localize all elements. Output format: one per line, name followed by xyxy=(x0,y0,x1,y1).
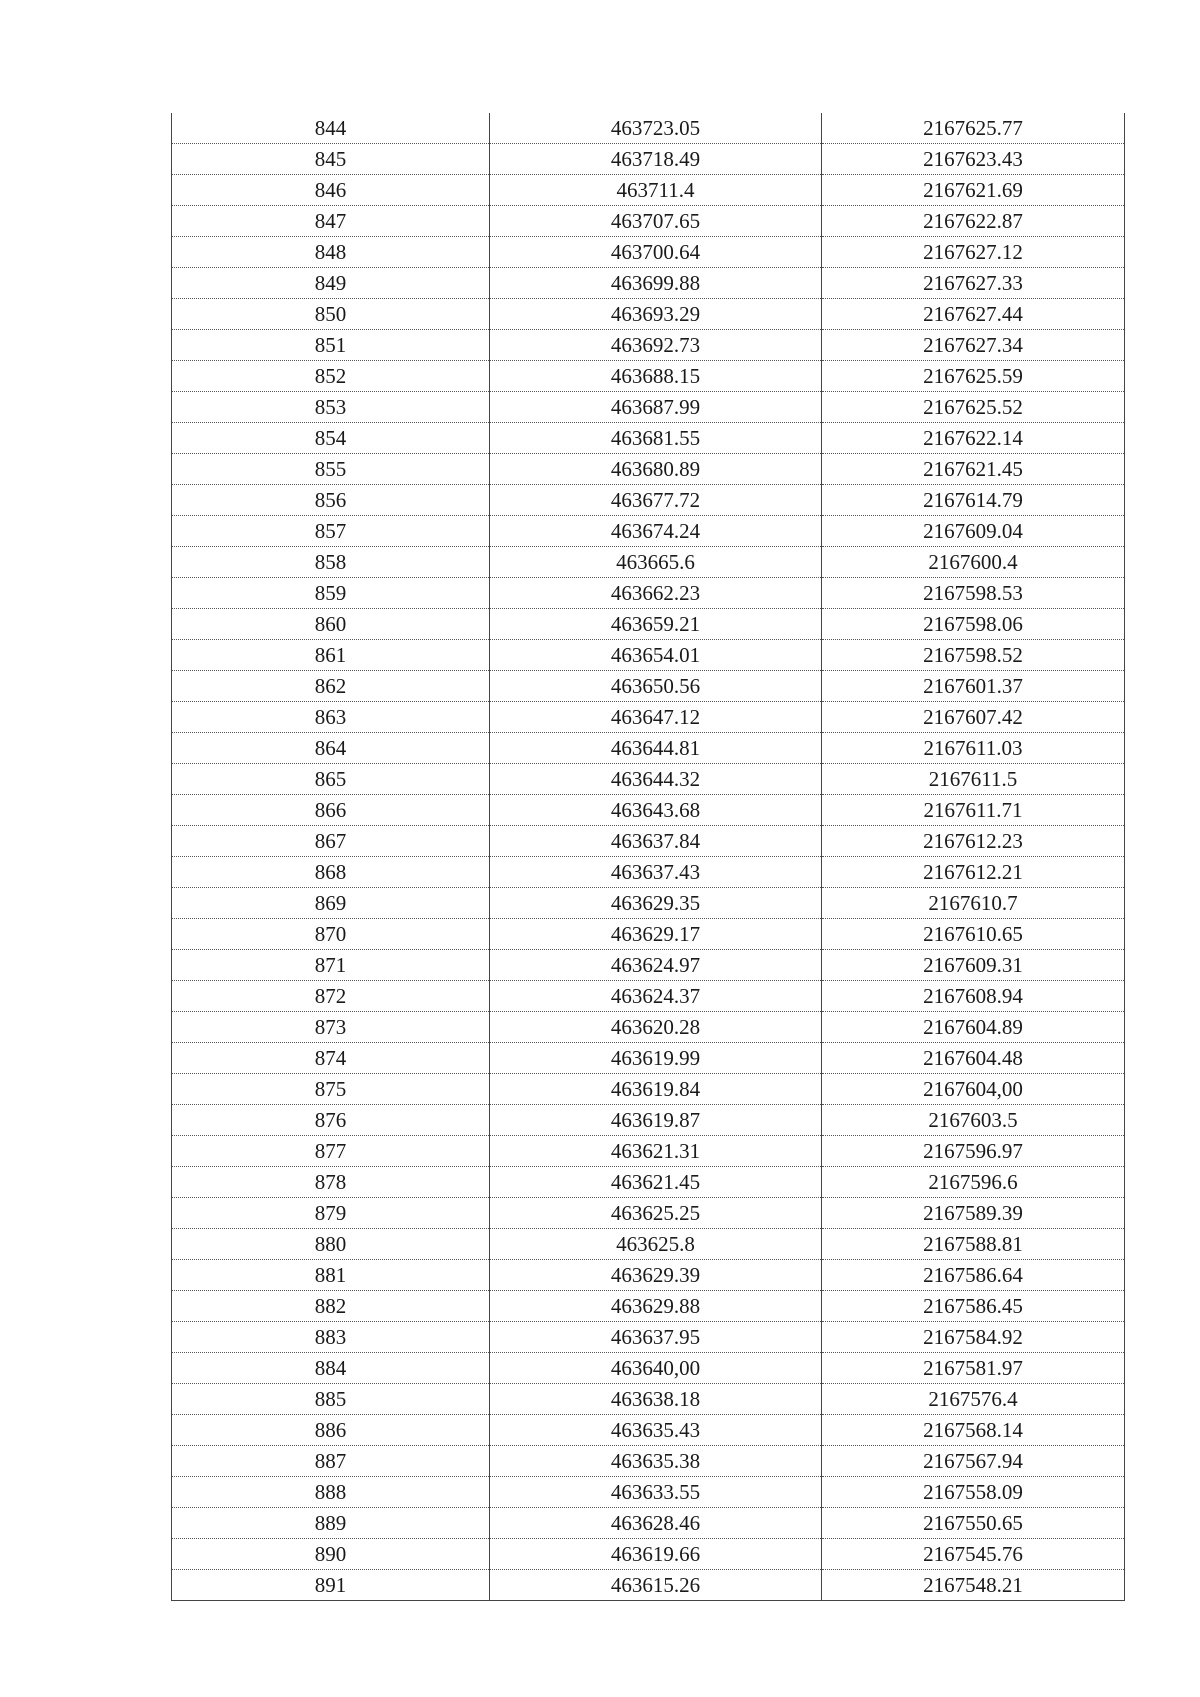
point-number-cell: 889 xyxy=(172,1508,490,1539)
y-coordinate-cell: 2167603.5 xyxy=(822,1105,1125,1136)
x-coordinate-cell: 463615.26 xyxy=(490,1570,822,1601)
point-number-cell: 877 xyxy=(172,1136,490,1167)
point-number-cell: 880 xyxy=(172,1229,490,1260)
table-row xyxy=(172,1570,1125,1601)
x-coordinate-cell: 463680.89 xyxy=(490,454,822,485)
point-number-cell: 864 xyxy=(172,733,490,764)
x-coordinate-cell: 463665.6 xyxy=(490,547,822,578)
x-coordinate-cell: 463650.56 xyxy=(490,671,822,702)
table-row xyxy=(172,299,1125,330)
table-row xyxy=(172,330,1125,361)
table-row xyxy=(172,609,1125,640)
point-number-cell: 881 xyxy=(172,1260,490,1291)
table-row xyxy=(172,702,1125,733)
point-number-cell: 849 xyxy=(172,268,490,299)
point-number-cell: 862 xyxy=(172,671,490,702)
y-coordinate-cell: 2167598.06 xyxy=(822,609,1125,640)
y-coordinate-cell: 2167586.45 xyxy=(822,1291,1125,1322)
y-coordinate-cell: 2167609.31 xyxy=(822,950,1125,981)
y-coordinate-cell: 2167607.42 xyxy=(822,702,1125,733)
point-number-cell: 884 xyxy=(172,1353,490,1384)
point-number-cell: 873 xyxy=(172,1012,490,1043)
x-coordinate-cell: 463621.45 xyxy=(490,1167,822,1198)
y-coordinate-cell: 2167598.53 xyxy=(822,578,1125,609)
table-row xyxy=(172,950,1125,981)
point-number-cell: 866 xyxy=(172,795,490,826)
table-row xyxy=(172,144,1125,175)
table-row xyxy=(172,1167,1125,1198)
x-coordinate-cell: 463707.65 xyxy=(490,206,822,237)
y-coordinate-cell: 2167545.76 xyxy=(822,1539,1125,1570)
x-coordinate-cell: 463692.73 xyxy=(490,330,822,361)
point-number-cell: 869 xyxy=(172,888,490,919)
table-row xyxy=(172,361,1125,392)
y-coordinate-cell: 2167604,00 xyxy=(822,1074,1125,1105)
x-coordinate-cell: 463693.29 xyxy=(490,299,822,330)
x-coordinate-cell: 463644.81 xyxy=(490,733,822,764)
point-number-cell: 886 xyxy=(172,1415,490,1446)
table-row xyxy=(172,237,1125,268)
point-number-cell: 876 xyxy=(172,1105,490,1136)
y-coordinate-cell: 2167621.45 xyxy=(822,454,1125,485)
table-row xyxy=(172,268,1125,299)
x-coordinate-cell: 463619.84 xyxy=(490,1074,822,1105)
table-row xyxy=(172,1384,1125,1415)
point-number-cell: 865 xyxy=(172,764,490,795)
point-number-cell: 847 xyxy=(172,206,490,237)
x-coordinate-cell: 463711.4 xyxy=(490,175,822,206)
table-row xyxy=(172,392,1125,423)
x-coordinate-cell: 463621.31 xyxy=(490,1136,822,1167)
table-row xyxy=(172,1105,1125,1136)
table-row xyxy=(172,919,1125,950)
point-number-cell: 854 xyxy=(172,423,490,454)
y-coordinate-cell: 2167625.77 xyxy=(822,113,1125,144)
x-coordinate-cell: 463688.15 xyxy=(490,361,822,392)
x-coordinate-cell: 463654.01 xyxy=(490,640,822,671)
x-coordinate-cell: 463624.37 xyxy=(490,981,822,1012)
x-coordinate-cell: 463635.38 xyxy=(490,1446,822,1477)
table-row xyxy=(172,175,1125,206)
x-coordinate-cell: 463662.23 xyxy=(490,578,822,609)
y-coordinate-cell: 2167625.59 xyxy=(822,361,1125,392)
point-number-cell: 852 xyxy=(172,361,490,392)
y-coordinate-cell: 2167567.94 xyxy=(822,1446,1125,1477)
x-coordinate-cell: 463643.68 xyxy=(490,795,822,826)
y-coordinate-cell: 2167612.23 xyxy=(822,826,1125,857)
x-coordinate-cell: 463637.95 xyxy=(490,1322,822,1353)
x-coordinate-cell: 463619.66 xyxy=(490,1539,822,1570)
y-coordinate-cell: 2167610.7 xyxy=(822,888,1125,919)
y-coordinate-cell: 2167596.97 xyxy=(822,1136,1125,1167)
point-number-cell: 846 xyxy=(172,175,490,206)
table-row xyxy=(172,888,1125,919)
point-number-cell: 872 xyxy=(172,981,490,1012)
x-coordinate-cell: 463659.21 xyxy=(490,609,822,640)
y-coordinate-cell: 2167627.33 xyxy=(822,268,1125,299)
point-number-cell: 844 xyxy=(172,113,490,144)
x-coordinate-cell: 463699.88 xyxy=(490,268,822,299)
table-row xyxy=(172,1415,1125,1446)
x-coordinate-cell: 463644.32 xyxy=(490,764,822,795)
table-row xyxy=(172,1477,1125,1508)
point-number-cell: 879 xyxy=(172,1198,490,1229)
table-row xyxy=(172,1229,1125,1260)
point-number-cell: 855 xyxy=(172,454,490,485)
y-coordinate-cell: 2167622.14 xyxy=(822,423,1125,454)
point-number-cell: 857 xyxy=(172,516,490,547)
point-number-cell: 890 xyxy=(172,1539,490,1570)
point-number-cell: 856 xyxy=(172,485,490,516)
table-row xyxy=(172,1260,1125,1291)
y-coordinate-cell: 2167627.34 xyxy=(822,330,1125,361)
table-row xyxy=(172,857,1125,888)
x-coordinate-cell: 463629.35 xyxy=(490,888,822,919)
table-row xyxy=(172,1508,1125,1539)
x-coordinate-cell: 463635.43 xyxy=(490,1415,822,1446)
point-number-cell: 868 xyxy=(172,857,490,888)
point-number-cell: 885 xyxy=(172,1384,490,1415)
x-coordinate-cell: 463619.99 xyxy=(490,1043,822,1074)
y-coordinate-cell: 2167622.87 xyxy=(822,206,1125,237)
point-number-cell: 870 xyxy=(172,919,490,950)
table-row xyxy=(172,671,1125,702)
table-row xyxy=(172,578,1125,609)
x-coordinate-cell: 463620.28 xyxy=(490,1012,822,1043)
y-coordinate-cell: 2167612.21 xyxy=(822,857,1125,888)
table-row xyxy=(172,516,1125,547)
y-coordinate-cell: 2167576.4 xyxy=(822,1384,1125,1415)
y-coordinate-cell: 2167568.14 xyxy=(822,1415,1125,1446)
table-row xyxy=(172,1012,1125,1043)
table-row xyxy=(172,1291,1125,1322)
point-number-cell: 878 xyxy=(172,1167,490,1198)
y-coordinate-cell: 2167610.65 xyxy=(822,919,1125,950)
point-number-cell: 860 xyxy=(172,609,490,640)
y-coordinate-cell: 2167604.89 xyxy=(822,1012,1125,1043)
y-coordinate-cell: 2167625.52 xyxy=(822,392,1125,423)
x-coordinate-cell: 463700.64 xyxy=(490,237,822,268)
y-coordinate-cell: 2167598.52 xyxy=(822,640,1125,671)
y-coordinate-cell: 2167550.65 xyxy=(822,1508,1125,1539)
y-coordinate-cell: 2167601.37 xyxy=(822,671,1125,702)
table-row xyxy=(172,1539,1125,1570)
point-number-cell: 874 xyxy=(172,1043,490,1074)
table-row xyxy=(172,113,1125,144)
y-coordinate-cell: 2167558.09 xyxy=(822,1477,1125,1508)
point-number-cell: 848 xyxy=(172,237,490,268)
y-coordinate-cell: 2167600.4 xyxy=(822,547,1125,578)
y-coordinate-cell: 2167596.6 xyxy=(822,1167,1125,1198)
x-coordinate-cell: 463619.87 xyxy=(490,1105,822,1136)
y-coordinate-cell: 2167586.64 xyxy=(822,1260,1125,1291)
table-row xyxy=(172,733,1125,764)
coordinates-table-body xyxy=(172,113,1125,1601)
y-coordinate-cell: 2167627.44 xyxy=(822,299,1125,330)
table-row xyxy=(172,454,1125,485)
y-coordinate-cell: 2167609.04 xyxy=(822,516,1125,547)
x-coordinate-cell: 463677.72 xyxy=(490,485,822,516)
x-coordinate-cell: 463681.55 xyxy=(490,423,822,454)
point-number-cell: 845 xyxy=(172,144,490,175)
y-coordinate-cell: 2167584.92 xyxy=(822,1322,1125,1353)
point-number-cell: 858 xyxy=(172,547,490,578)
point-number-cell: 850 xyxy=(172,299,490,330)
table-row xyxy=(172,640,1125,671)
y-coordinate-cell: 2167588.81 xyxy=(822,1229,1125,1260)
x-coordinate-cell: 463637.84 xyxy=(490,826,822,857)
x-coordinate-cell: 463629.88 xyxy=(490,1291,822,1322)
x-coordinate-cell: 463638.18 xyxy=(490,1384,822,1415)
y-coordinate-cell: 2167611.03 xyxy=(822,733,1125,764)
table-row xyxy=(172,795,1125,826)
point-number-cell: 887 xyxy=(172,1446,490,1477)
table-row xyxy=(172,1074,1125,1105)
table-row xyxy=(172,1353,1125,1384)
y-coordinate-cell: 2167581.97 xyxy=(822,1353,1125,1384)
x-coordinate-cell: 463674.24 xyxy=(490,516,822,547)
point-number-cell: 871 xyxy=(172,950,490,981)
x-coordinate-cell: 463625.8 xyxy=(490,1229,822,1260)
table-row xyxy=(172,547,1125,578)
y-coordinate-cell: 2167627.12 xyxy=(822,237,1125,268)
point-number-cell: 851 xyxy=(172,330,490,361)
x-coordinate-cell: 463629.17 xyxy=(490,919,822,950)
table-row xyxy=(172,981,1125,1012)
table-row xyxy=(172,485,1125,516)
x-coordinate-cell: 463624.97 xyxy=(490,950,822,981)
y-coordinate-cell: 2167614.79 xyxy=(822,485,1125,516)
point-number-cell: 863 xyxy=(172,702,490,733)
point-number-cell: 883 xyxy=(172,1322,490,1353)
point-number-cell: 882 xyxy=(172,1291,490,1322)
table-row xyxy=(172,764,1125,795)
table-row xyxy=(172,1136,1125,1167)
x-coordinate-cell: 463629.39 xyxy=(490,1260,822,1291)
x-coordinate-cell: 463647.12 xyxy=(490,702,822,733)
table-row xyxy=(172,826,1125,857)
y-coordinate-cell: 2167608.94 xyxy=(822,981,1125,1012)
x-coordinate-cell: 463687.99 xyxy=(490,392,822,423)
y-coordinate-cell: 2167611.5 xyxy=(822,764,1125,795)
table-row xyxy=(172,1043,1125,1074)
point-number-cell: 859 xyxy=(172,578,490,609)
x-coordinate-cell: 463625.25 xyxy=(490,1198,822,1229)
point-number-cell: 875 xyxy=(172,1074,490,1105)
y-coordinate-cell: 2167604.48 xyxy=(822,1043,1125,1074)
x-coordinate-cell: 463640,00 xyxy=(490,1353,822,1384)
table-row xyxy=(172,1198,1125,1229)
point-number-cell: 853 xyxy=(172,392,490,423)
y-coordinate-cell: 2167548.21 xyxy=(822,1570,1125,1601)
point-number-cell: 891 xyxy=(172,1570,490,1601)
x-coordinate-cell: 463723.05 xyxy=(490,113,822,144)
point-number-cell: 861 xyxy=(172,640,490,671)
x-coordinate-cell: 463628.46 xyxy=(490,1508,822,1539)
coordinates-table xyxy=(171,113,1125,1601)
point-number-cell: 888 xyxy=(172,1477,490,1508)
y-coordinate-cell: 2167621.69 xyxy=(822,175,1125,206)
table-row xyxy=(172,423,1125,454)
table-row xyxy=(172,1322,1125,1353)
y-coordinate-cell: 2167611.71 xyxy=(822,795,1125,826)
x-coordinate-cell: 463637.43 xyxy=(490,857,822,888)
table-row xyxy=(172,206,1125,237)
y-coordinate-cell: 2167623.43 xyxy=(822,144,1125,175)
x-coordinate-cell: 463718.49 xyxy=(490,144,822,175)
y-coordinate-cell: 2167589.39 xyxy=(822,1198,1125,1229)
x-coordinate-cell: 463633.55 xyxy=(490,1477,822,1508)
table-row xyxy=(172,1446,1125,1477)
point-number-cell: 867 xyxy=(172,826,490,857)
